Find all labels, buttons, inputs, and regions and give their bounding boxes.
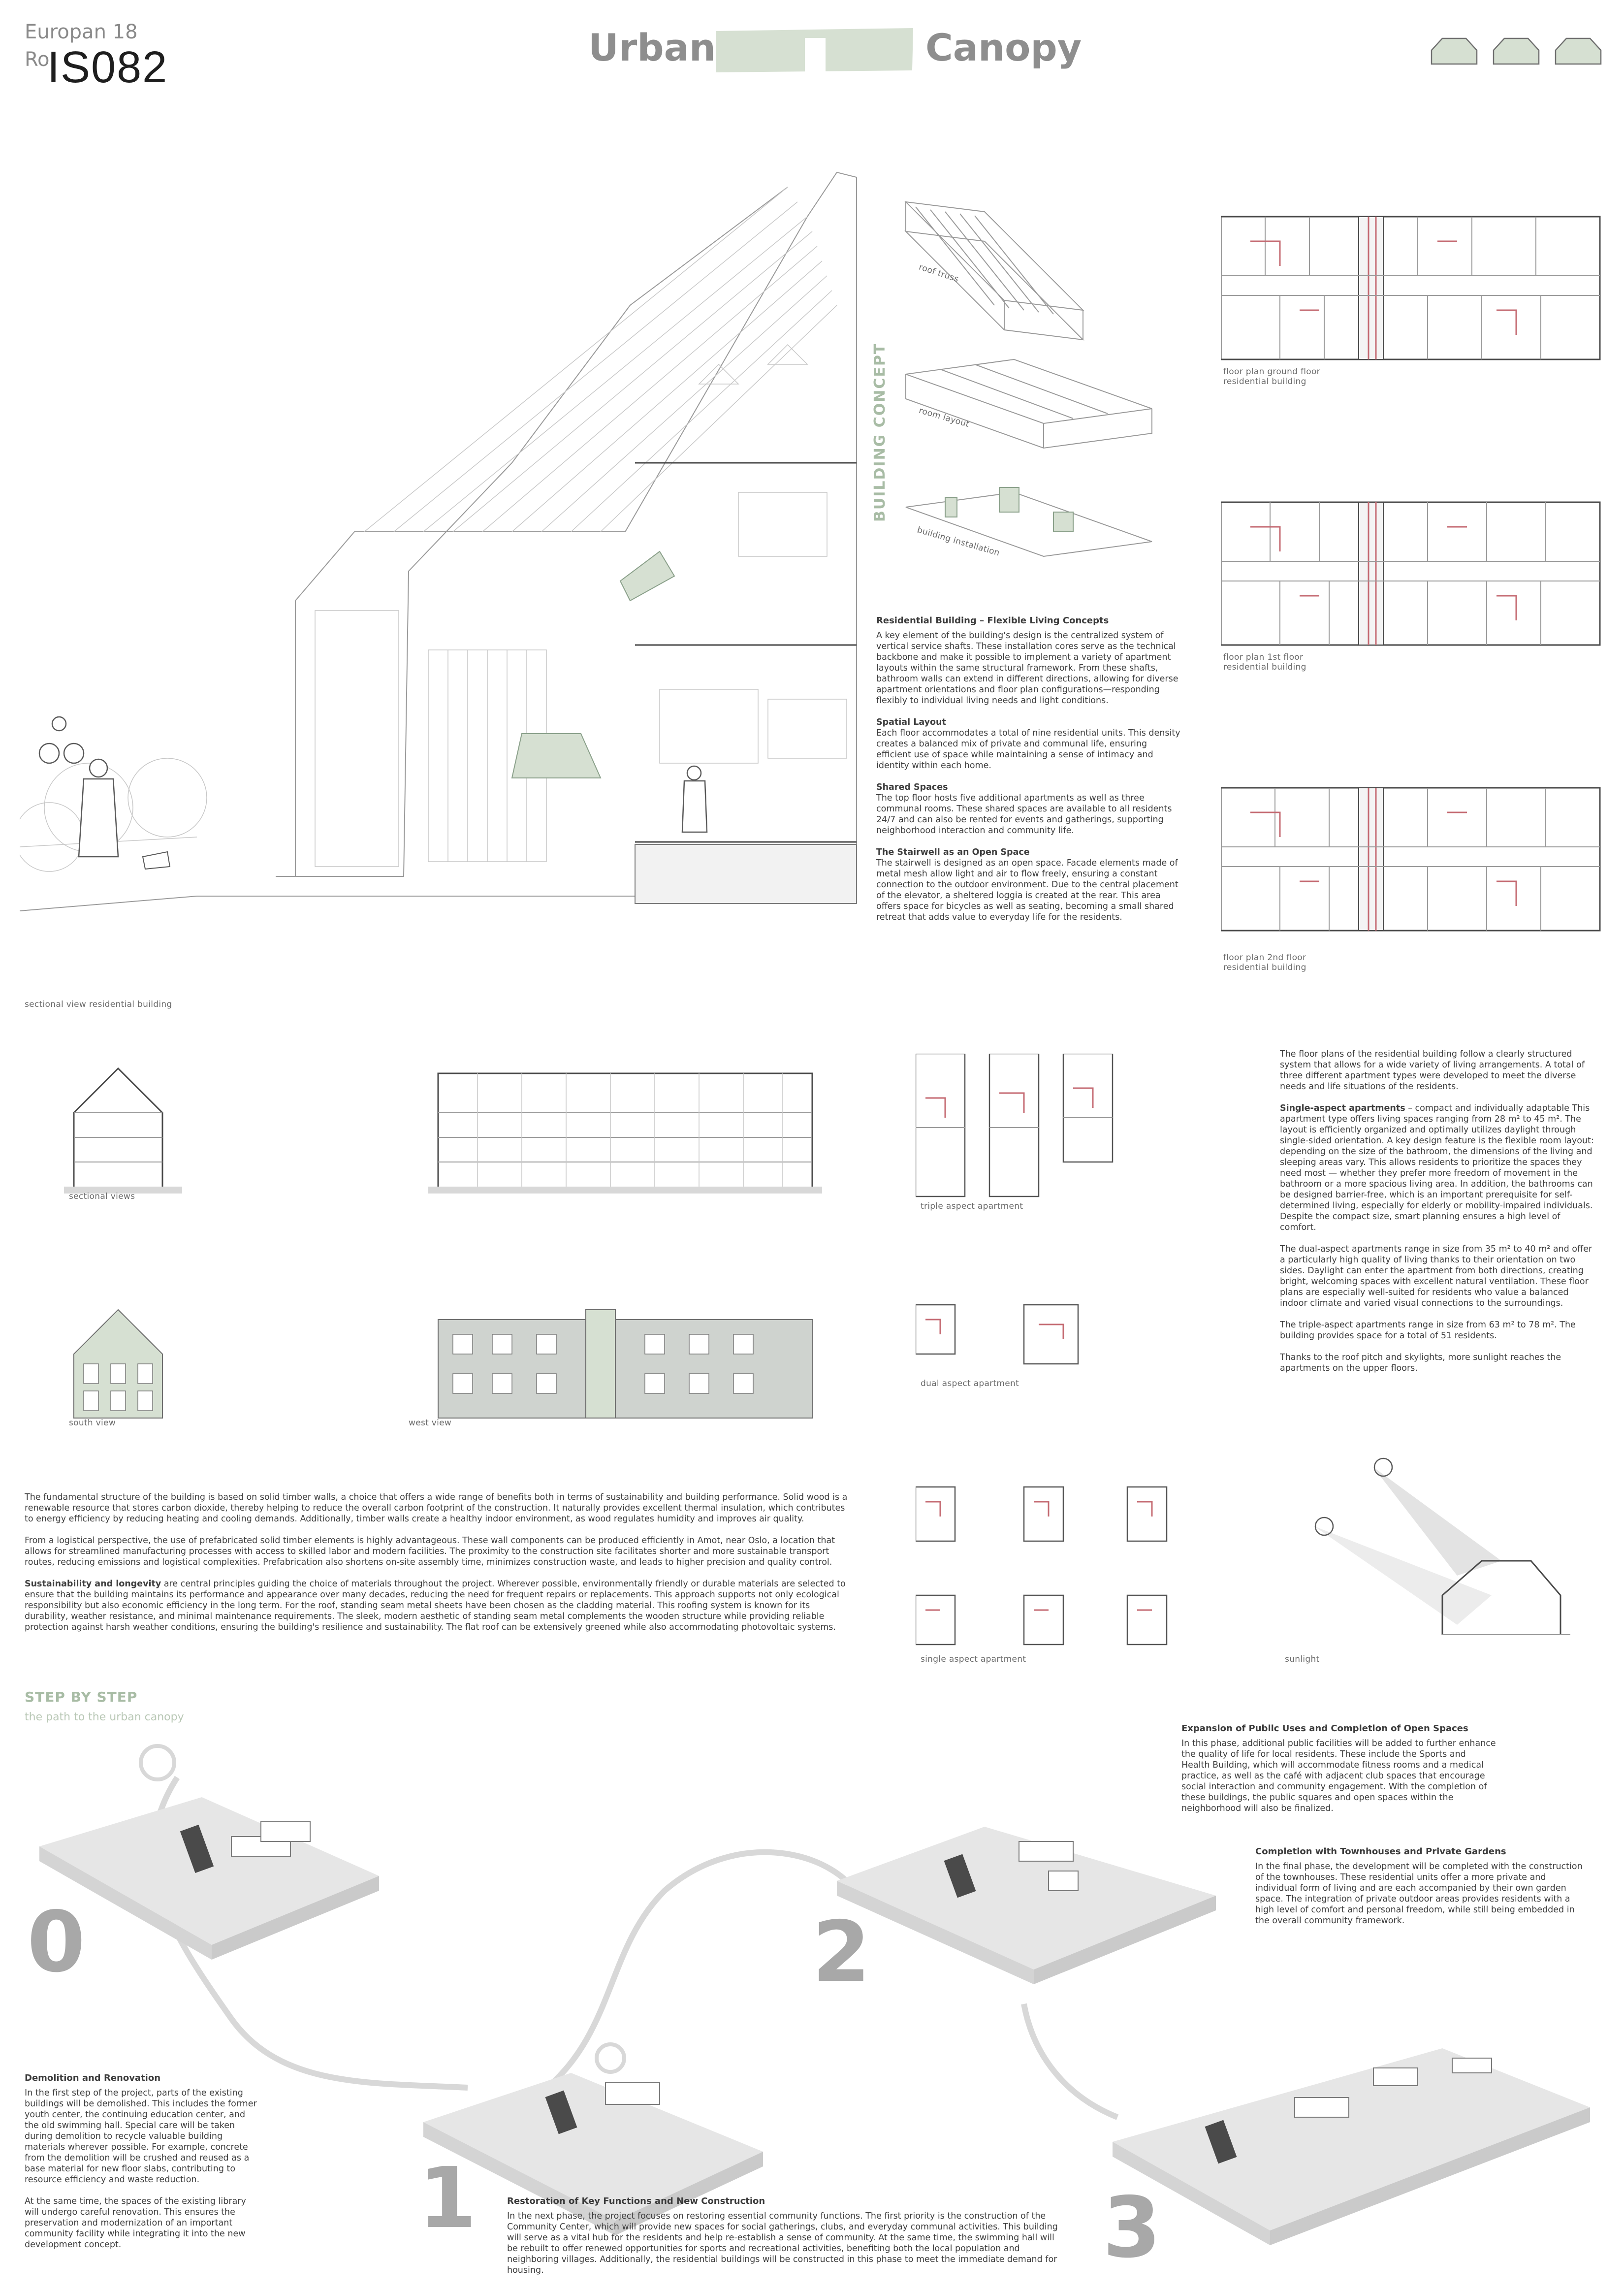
sunlight-diagram: [1295, 1448, 1600, 1654]
single-aspect-text: Single-aspect apartments – compact and individually adaptable This apartment type offers living spaces ranging from 28 m² to 45 m². The layout is efficiently organized and optimally utilizes daylight through single-sided orientation. A key design feature is the flexible room layout: depending on the size of the bathroom, the dimensions of the living and sleeping areas vary. This allows residents to prioritize the spaces they need most — whether they prefer more freedom of movement in the bathroom or a more spacious living area. In addition, the bathrooms can be designed barrier-free, which is an important prerequisite for self-determined living, especially for elderly or mobility-impaired individuals. Despite the compact size, smart planning ensures a high level of comfort.: [1280, 1103, 1594, 1232]
shared-text: The top floor hosts five additional apartments as well as three communal rooms. These shared spaces are available to all residents 24/7 and can also be rented for events and gatherings, supporting neighborhood interaction and community life.: [876, 793, 1172, 836]
caption-sunlight: sunlight: [1285, 1654, 1320, 1664]
west-elevation: [438, 1310, 812, 1418]
floor-plan-1st: [1221, 502, 1600, 645]
phase-3-site: [1113, 2048, 1590, 2245]
south-elevation: [74, 1310, 162, 1418]
structure-p3: Sustainability and longevity are central principles guiding the choice of materials throughout the project. Wherever possible, environmentally friendly or durable materials are selected to ensure that the building maintains its performance and appearance over many decades, reducing the need for frequent repairs or replacements. This approach supports not only ecological responsibility but also economic efficiency in the long term. For the roof, standing seam metal sheets have been chosen as the cladding material. This roofing system is known for its durability, weather resistance, and minimal maintenance requirements. The sleek, modern aesthetic of standing seam metal complements the wooden structure while providing reliable protection against harsh weather conditions, ensuring the building's resilience and sustainability. The flat roof can be extensively greened while also accommodating photovoltaic systems.: [25, 1579, 846, 1632]
apartment-types: [916, 1054, 1201, 1684]
caption-room-layout: room layout: [918, 405, 971, 430]
caption-single-aspect: single aspect apartment: [921, 1654, 1026, 1664]
step-number-2: 2: [812, 1904, 871, 2001]
step-number-3: 3: [1103, 2179, 1161, 2277]
structure-p2: From a logistical perspective, the use of prefabricated solid timber elements is highly advantageous. These wall components can be produced efficiently in Amot, near Oslo, a location that allows for streamlined manufacturing processes with access to skilled labor and modern facilities. The proximity to the construction site facilitates shorter and more sustainable transport routes, reducing emissions and logistical complexities. Prefabrication also shortens on-site assembly time, minimizes construction waste, and leads to higher precision and quality control.: [25, 1536, 835, 1567]
house-icon: [1432, 38, 1601, 64]
section-short: [64, 1068, 182, 1194]
caption-west-view: west view: [409, 1418, 452, 1428]
site-label: Ro: [25, 48, 50, 71]
entry-code: IS082: [47, 43, 168, 92]
phase-2-site: [837, 1827, 1216, 1984]
header: [0, 0, 1624, 98]
spatial-title: Spatial Layout: [876, 717, 946, 727]
caption-plan-2nd: floor plan 2nd floor residential building: [1223, 953, 1306, 972]
shared-title: Shared Spaces: [876, 782, 948, 792]
caption-roof-truss: roof truss: [917, 262, 960, 285]
competition-label: Europan 18: [25, 21, 138, 43]
building-concept-label: BUILDING CONCEPT: [871, 343, 889, 522]
title-left: Urban: [588, 26, 716, 69]
steps-title: STEP BY STEP: [25, 1689, 138, 1705]
floorplans-text: [1280, 1049, 1595, 1385]
structure-text: [25, 1492, 852, 1644]
title-logo-mark: [716, 27, 913, 74]
single-aspect-lead: Single-aspect apartments: [1280, 1103, 1405, 1113]
steps-subtitle: the path to the urban canopy: [25, 1711, 184, 1723]
floorplans-intro: The floor plans of the residential building follow a clearly structured system that allows for a wide variety of living arrangements. A total of three different apartment types were developed to meet the diverse needs and life situations of the residents.: [1280, 1049, 1585, 1092]
sectional-perspective: [20, 158, 866, 1004]
sectional-views: [64, 1059, 832, 1196]
caption-building-installation: building installation: [916, 525, 1001, 558]
triple-aspect-plans: [916, 1054, 1113, 1196]
phase-0-text: Demolition and Renovation In the first step of the project, parts of the existing buildings will be demolished. This includes the former youth center, the continuing education center, and the old swimming hall. Special care will be taken during demolition to recycle valuable building materials wherever possible. For example, concrete from the demolition will be crushed and reused as a base material for new floor slabs, contributing to resource efficiency and waste reduction. At the same time, the spaces of the existing library will undergo careful renovation. This ensures the preservation and modernization of an important community facility while integrating it into the new development concept.: [25, 2073, 257, 2250]
triple-aspect-text: The triple-aspect apartments range in size from 63 m² to 78 m². The building provides space for a total of 51 residents.: [1280, 1320, 1576, 1341]
caption-plan-1st: floor plan 1st floor residential building: [1223, 652, 1306, 672]
floor-plan-2nd: [1221, 788, 1600, 931]
elevations: [64, 1300, 832, 1423]
step-number-1: 1: [418, 2150, 477, 2247]
caption-plan-ground: floor plan ground floor residential building: [1223, 367, 1320, 387]
structure-p1: The fundamental structure of the building is based on solid timber walls, a choice that offers a wide range of benefits both in terms of sustainability and building performance. Solid wood is a renewable resource that stores carbon dioxide, thereby helping to reduce the overall carbon footprint of the construction. It naturally provides excellent thermal insulation, which contributes to energy efficiency by reducing heating and cooling demands. Additionally, timber walls create a healthy indoor environment, as wood regulates humidity and improves air quality.: [25, 1492, 848, 1524]
dual-aspect-plans: [916, 1305, 1078, 1364]
sun-icon: [1315, 1458, 1392, 1535]
caption-sectional-view: sectional view residential building: [25, 1000, 172, 1009]
residential-text: [876, 615, 1181, 934]
stair-text: The stairwell is designed as an open space. Facade elements made of metal mesh allow light and air to flow freely, ensuring a constant connection to the outdoor environment. Due to the central placement of the elevator, a sheltered loggia is created at the rear. This area offers space for bicycles as well as seating, becoming a small shared retreat that adds value to everyday life for the residents.: [876, 858, 1178, 922]
caption-dual-aspect: dual aspect apartment: [921, 1379, 1019, 1388]
residential-intro: A key element of the building's design is the centralized system of vertical service shafts. These installation cores serve as the technical backbone and make it possible to implement a variety of apartment layouts within the same structural framework. From these shafts, bathroom walls can extend in different directions, allowing for diverse apartment orientations and floor plan configurations—responding flexibly to individual living needs and light conditions.: [876, 631, 1178, 706]
phase-2-text: Expansion of Public Uses and Completion of Open Spaces In this phase, additional public facilities will be added to further enhance the quality of life for local residents. These include the Sports and Health Building, which will accommodate fitness rooms and a medical practice, as well as the café with adjacent club spaces that encourage social interaction and community engagement. With the completion of these buildings, the public squares and open spaces within the neighborhood will also be finalized.: [1181, 1723, 1496, 1813]
phase-0-site: [39, 1797, 379, 1960]
dual-aspect-text: The dual-aspect apartments range in size from 35 m² to 40 m² and offer a particularly high quality of living thanks to their orientation on two sides. Daylight can enter the apartment from both directions, creating bright, welcoming spaces with excellent natural ventilation. These floor plans are especially well-suited for residents who value a balanced indoor climate and varied visual connections to the surroundings.: [1280, 1244, 1592, 1308]
floor-plans: [1221, 212, 1605, 980]
caption-triple-aspect: triple aspect apartment: [921, 1201, 1023, 1211]
caption-south-view: south view: [69, 1418, 116, 1428]
house-icons: [1428, 34, 1605, 69]
residential-title: Residential Building – Flexible Living Concepts: [876, 615, 1109, 626]
phase-3-text: Completion with Townhouses and Private Gardens In the final phase, the development will be completed with the construction of the townhouses. These residential units offer a more private and individual form of living and are each accompanied by their own garden space. The integration of private outdoor areas provides residents with a high level of comfort and personal freedom, while still being embedded in the overall community framework.: [1255, 1846, 1583, 1926]
step-number-0: 0: [27, 1894, 86, 1991]
spatial-text: Each floor accommodates a total of nine residential units. This density creates a balanced mix of private and communal life, ensuring efficient use of space while maintaining a sense of intimacy and identity within each home.: [876, 728, 1180, 771]
caption-sectional-views: sectional views: [69, 1192, 135, 1201]
section-long: [428, 1073, 822, 1194]
stair-title: The Stairwell as an Open Space: [876, 847, 1030, 857]
building-installation-diagram: [906, 487, 1152, 556]
phase-1-text: Restoration of Key Functions and New Construction In the next phase, the project focuses on restoring essential community functions. The first priority is the construction of the Community Center, which will provide new spaces for social gatherings, clubs, and everyday communal activities. This building will serve as a vital hub for the residents and help re-establish a sense of community. At the same time, the swimming hall will be rebuilt to offer renewed opportunities for sports and recreational activities, benefiting both the local population and neighboring villages. Additionally, the residential buildings will be constructed in this phase to meet the immediate demand for housing.: [507, 2196, 1058, 2275]
roof-text: Thanks to the roof pitch and skylights, more sunlight reaches the apartments on the upper floors.: [1280, 1353, 1561, 1373]
room-layout-diagram: [906, 359, 1152, 448]
title-right: Canopy: [925, 26, 1082, 69]
floor-plan-ground: [1221, 217, 1600, 359]
single-aspect-plans: [916, 1487, 1167, 1645]
concept-axonometrics: [876, 192, 1201, 576]
